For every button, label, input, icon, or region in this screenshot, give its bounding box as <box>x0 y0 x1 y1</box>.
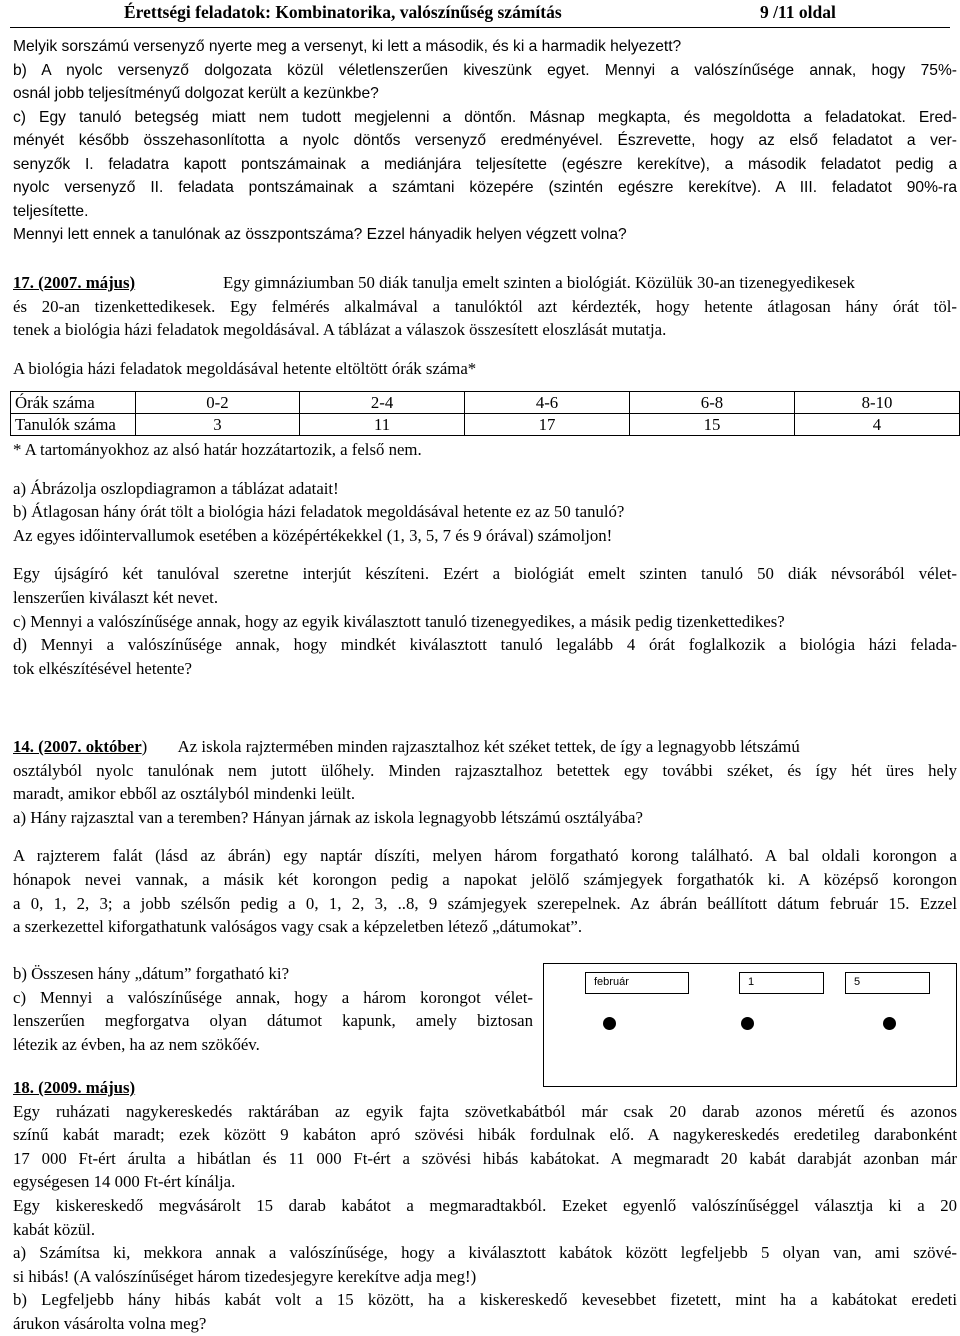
question-a: a) Számítsa ki, mekkora annak a valószínűsége, hogy a kiválasztott kabátok között legfeljebb 5 olyan van, ami szövé- <box>13 1243 957 1263</box>
label-paren: ) <box>141 737 148 756</box>
table-cell: 0-2 <box>135 392 299 414</box>
hours-table <box>10 391 960 436</box>
page-header <box>0 2 960 24</box>
table-cell: 6-8 <box>630 392 795 414</box>
disc-pivot <box>741 1017 754 1030</box>
text-line: hónapok nevei vannak, a másik két korongon pedig a napokat jelölő számjegyek forgathatók ki. A középső korongon <box>13 869 957 889</box>
text-line: osnál jobb teljesítményű dolgozat került a kezünkbe? <box>13 85 379 102</box>
task-14 <box>13 735 957 939</box>
question-b: b) Átlagosan hány órát tölt a biológia házi feladatok megoldásával hetente ez az 50 tanuló? <box>13 502 625 522</box>
text-line: Mennyi lett ennek a tanulónak az összpontszáma? Ezzel hányadik helyen végzett volna? <box>13 226 627 243</box>
task-17 <box>13 271 957 380</box>
text-line: maradt, amikor ebből az osztályból mindenki leült. <box>13 784 356 804</box>
text-line: a 0, 1, 2, 3; a jobb szélsőn pedig a 0, 1, 2, 3, ..8, 9 számjegyek szerepelnek. Az ábrán beállított dátum február 15. Ezzel <box>13 893 957 913</box>
text-line: Egy ruházati nagykereskedés raktárában az egyik fajta szövetkabátból már csak 20 darab azonos méretű és azonos <box>13 1101 957 1121</box>
page-number: 9 /11 oldal <box>760 2 836 22</box>
header-divider <box>10 27 950 28</box>
text-line: színű kabát maradt; ezek között 9 kabáton apró szövési hibák fordulnak elő. A nagykereskedés eredetileg darabonként <box>13 1125 957 1145</box>
table-cell: 3 <box>135 414 299 436</box>
table-cell: 17 <box>465 414 630 436</box>
task-text: Egy gimnáziumban 50 diák tanulja emelt szinten a biológiát. Közülük 30-an tizenegyedikesek <box>223 273 855 292</box>
question-c: c) Mennyi a valószínűsége annak, hogy az egyik kiválasztott tanuló tizenegyedikes, a másik pedig tizenkettedikes? <box>13 611 785 631</box>
question-d: d) Mennyi a valószínűsége annak, hogy mindkét kiválasztott tanuló legalább 4 órát foglalkozik a biológia házi felada- <box>13 635 957 655</box>
task-17-questions <box>13 438 957 680</box>
text-line: 17 000 Ft-ért árulta a hibátlan és 11 000 Ft-ért a szövési hibás kabátokat. A megmaradt 20 kabát darabját azonban már <box>13 1148 957 1168</box>
text-line: és 20-an tizenkettedikesek. Egy felmérés alkalmával a tanulóktól azt kérdezték, hogy hetente átlagosan hány órát töl- <box>13 296 957 316</box>
text-line: Az egyes időintervallumok esetében a középértékekkel (1, 3, 5, 7 és 9 órával) számoljon! <box>13 525 613 545</box>
task-text: Az iskola rajztermében minden rajzasztalhoz két széket tettek, de így a legnagyobb létszámú <box>177 737 800 756</box>
text-line: lenszerűen kiválaszt két nevet. <box>13 587 219 607</box>
day-tens-window: 1 <box>739 972 824 994</box>
text-line: nyolc versenyző II. feladata pontszámainak a számtani közepére (szintén egészre kerekítve). A III. feladatot 90%-ra <box>13 179 957 196</box>
text-line: ményét később összehasonlította a nyolc döntős versenyző eredményével. Észrevette, hogy az első feladatot a ver- <box>13 132 957 149</box>
row-header: Órák száma <box>11 392 136 414</box>
table-cell: 4-6 <box>465 392 630 414</box>
month-window: február <box>585 972 689 994</box>
text-line: a szerkezettel kiforgathatunk valóságos vagy csak a képzeletben létező „dátumokat”. <box>13 917 583 937</box>
text-line: kabát közül. <box>13 1219 96 1239</box>
table-cell: 2-4 <box>300 392 465 414</box>
question-a: a) Hány rajzasztal van a teremben? Hányan járnak az iskola legnagyobb létszámú osztályába? <box>13 807 643 827</box>
text-line: Melyik sorszámú versenyző nyerte meg a versenyt, ki lett a második, és ki a harmadik helyezett? <box>13 38 682 55</box>
text-line: A rajzterem falát (lásd az ábrán) egy naptár díszíti, melyen három forgatható korong található. A bal oldali korongon a <box>13 846 957 866</box>
task-18 <box>13 1076 957 1336</box>
text-line: osztályból nyolc tanulónak nem jutott ülőhely. Minden rajzasztalhoz betettek egy további széket, és így hét üres hely <box>13 760 957 780</box>
previous-task-continuation <box>13 35 957 247</box>
text-line: si hibás! (A valószínűséget három tizedesjegyre kerekítve adja meg!) <box>13 1266 477 1286</box>
disc-pivot <box>603 1017 616 1030</box>
text-line: teljesítette. <box>13 202 89 220</box>
text-line: Egy kiskereskedő megvásárolt 15 darab kabátot a megmaradtakból. Ezeket egyenlő valószínűséggel választja ki a 20 <box>13 1195 957 1215</box>
text-line: tok elkészítésével hetente? <box>13 658 192 678</box>
task-14-questions <box>13 962 533 1056</box>
row-header: Tanulók száma <box>11 414 136 436</box>
footnote: * A tartományokhoz az alsó határ hozzátartozik, a felső nem. <box>13 440 422 459</box>
text-line <box>13 735 957 759</box>
text-line: tenek a biológia házi feladatok megoldásával. A táblázat a válaszok összesített eloszlását mutatja. <box>13 320 667 340</box>
text-line: c) Egy tanuló betegség miatt nem tudott megjelenni a döntőn. Másnap megkapta, és megoldotta a feladatokat. Ered- <box>13 108 957 126</box>
table-cell: 4 <box>794 414 959 436</box>
question-b: b) Legfeljebb hány hibás kabát volt a 15 között, ha a kiskereskedő kevesebbet fizetett, mint ha a kabátokat eredeti <box>13 1290 957 1310</box>
question-c: c) Mennyi a valószínűsége annak, hogy a három korongot vélet- <box>13 987 533 1007</box>
table-cell: 15 <box>630 414 795 436</box>
calendar-figure <box>543 963 957 1087</box>
question-a: a) Ábrázolja oszlopdiagramon a táblázat adatait! <box>13 478 339 498</box>
text-line: b) A nyolc versenyző dolgozata közül véletlenszerűen kiveszünk egyet. Mennyi a valószínűsége annak, hogy 75%- <box>13 61 957 79</box>
task-label: 17. (2007. május) <box>13 273 136 292</box>
text-line: senyzők I. feladatra kapott pontszámainak a mediánjára teljesítette (egészre kerekítve), a második feladatot pedig a <box>13 155 957 173</box>
header-title: Érettségi feladatok: Kombinatorika, valószínűség számítás <box>124 2 562 22</box>
text-line <box>13 271 957 295</box>
table-title: A biológia házi feladatok megoldásával hetente eltöltött órák száma* <box>13 358 477 378</box>
text-line: létezik az évben, ha az nem szökőév. <box>13 1034 260 1054</box>
text-line: árukon vásárolta volna meg? <box>13 1313 207 1333</box>
table-row <box>11 392 960 414</box>
table-cell: 8-10 <box>794 392 959 414</box>
text-line: lenszerűen megforgatva olyan dátumot kapunk, amely biztosan <box>13 1011 533 1031</box>
disc-pivot <box>883 1017 896 1030</box>
table-row <box>11 414 960 436</box>
table-cell: 11 <box>300 414 465 436</box>
day-units-window: 5 <box>845 972 930 994</box>
text-line: Egy újságíró két tanulóval szeretne interjút készíteni. Ezért a biológiát emelt szinten tanuló 50 diák névsorából vélet- <box>13 564 957 584</box>
task-label: 18. (2009. május) <box>13 1078 136 1097</box>
text-line: egységesen 14 000 Ft-ért kínálja. <box>13 1172 236 1192</box>
question-b: b) Összesen hány „dátum” forgatható ki? <box>13 964 290 983</box>
task-label: 14. (2007. október <box>13 737 142 756</box>
